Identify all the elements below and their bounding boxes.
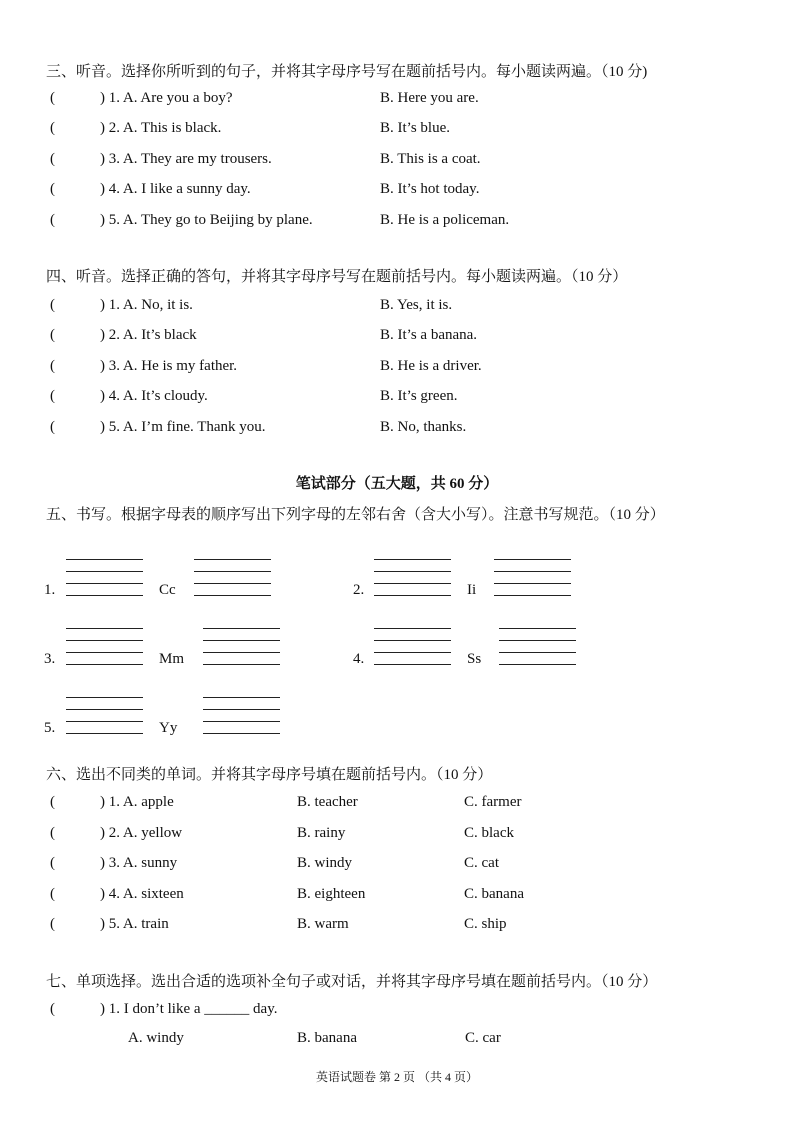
question-text: ) 1. A. apple (100, 794, 174, 810)
question-row (50, 120, 750, 142)
writing-lines-left[interactable] (374, 559, 451, 595)
question-row (50, 327, 750, 349)
writing-lines-left[interactable] (66, 628, 143, 664)
answer-paren[interactable]: ( (50, 1001, 55, 1017)
writing-item (44, 683, 284, 736)
option-c: C. black (464, 825, 514, 841)
question-row (50, 90, 750, 112)
option-c: C. cat (464, 855, 499, 871)
question-text: ) 3. A. He is my father. (100, 358, 238, 374)
item-number: 5. (44, 720, 56, 736)
answer-paren[interactable]: ( (50, 181, 55, 197)
option-c: C. car (465, 1030, 501, 1046)
option-a: A. windy (128, 1030, 184, 1046)
question-row (50, 1001, 750, 1023)
writing-lines-right[interactable] (499, 628, 576, 664)
question-row (50, 297, 750, 319)
option-b: B. It’s hot today. (380, 181, 480, 197)
question-text: ) 4. A. I like a sunny day. (100, 181, 251, 197)
written-part-title: 笔试部分（五大题，共 60 分） (295, 476, 499, 492)
question-row (50, 388, 750, 410)
question-text: ) 4. A. sixteen (100, 886, 184, 902)
option-b: B. Here you are. (380, 90, 479, 106)
option-b: B. warm (297, 916, 349, 932)
option-b: B. rainy (297, 825, 346, 841)
question-row (50, 358, 750, 380)
given-letter: Yy (159, 720, 178, 736)
section-6-title: 六、选出不同类的单词。并将其字母序号填在题前括号内。（10 分） (46, 767, 493, 783)
option-b: B. It’s blue. (380, 120, 450, 136)
question-row (50, 419, 750, 441)
option-b: B. This is a coat. (380, 151, 481, 167)
writing-item (353, 614, 593, 667)
item-number: 3. (44, 651, 56, 667)
question-text: ) 5. A. They go to Beijing by plane. (100, 212, 313, 228)
question-text: ) 3. A. They are my trousers. (100, 151, 272, 167)
option-c: C. ship (464, 916, 507, 932)
question-text: ) 5. A. I’m fine. Thank you. (100, 419, 266, 435)
option-b: B. It’s green. (380, 388, 458, 404)
question-row (50, 794, 750, 816)
given-letter: Ss (467, 651, 482, 667)
given-letter: Mm (159, 651, 185, 667)
writing-item (44, 614, 284, 667)
option-c: C. banana (464, 886, 524, 902)
option-b: B. Yes, it is. (380, 297, 453, 313)
section-4-title: 四、听音。选择正确的答句，并将其字母序号写在题前括号内。每小题读两遍。（10 分） (46, 269, 628, 285)
option-b: B. eighteen (297, 886, 366, 902)
question-text: ) 1. I don’t like a ______ day. (100, 1001, 278, 1017)
question-text: ) 2. A. It’s black (100, 327, 197, 343)
answer-paren[interactable]: ( (50, 120, 55, 136)
answer-paren[interactable]: ( (50, 419, 55, 435)
question-text: ) 2. A. This is black. (100, 120, 222, 136)
writing-item (44, 545, 284, 598)
question-text: ) 2. A. yellow (100, 825, 183, 841)
option-b: B. banana (297, 1030, 357, 1046)
option-c: C. farmer (464, 794, 522, 810)
answer-paren[interactable]: ( (50, 327, 55, 343)
writing-lines-right[interactable] (203, 697, 280, 733)
writing-lines-right[interactable] (194, 559, 271, 595)
question-text: ) 1. A. Are you a boy? (100, 90, 233, 106)
answer-paren[interactable]: ( (50, 794, 55, 810)
answer-paren[interactable]: ( (50, 297, 55, 313)
question-row (50, 855, 750, 877)
answer-paren[interactable]: ( (50, 90, 55, 106)
item-number: 1. (44, 582, 56, 598)
option-b: B. teacher (297, 794, 358, 810)
item-number: 4. (353, 651, 365, 667)
question-text: ) 3. A. sunny (100, 855, 178, 871)
option-b: B. It’s a banana. (380, 327, 478, 343)
answer-paren[interactable]: ( (50, 151, 55, 167)
question-text: ) 5. A. train (100, 916, 169, 932)
section-5-title: 五、书写。根据字母表的顺序写出下列字母的左邻右舍（含大小写）。注意书写规范。（10 分） (46, 507, 665, 523)
item-number: 2. (353, 582, 365, 598)
writing-lines-right[interactable] (494, 559, 571, 595)
answer-paren[interactable]: ( (50, 825, 55, 841)
option-b: B. He is a policeman. (380, 212, 510, 228)
question-row (50, 212, 750, 234)
answer-paren[interactable]: ( (50, 212, 55, 228)
given-letter: Cc (159, 582, 176, 598)
question-row (50, 825, 750, 847)
option-b: B. No, thanks. (380, 419, 467, 435)
writing-lines-left[interactable] (374, 628, 451, 664)
given-letter: Ii (467, 582, 477, 598)
answer-paren[interactable]: ( (50, 388, 55, 404)
answer-paren[interactable]: ( (50, 358, 55, 374)
question-text: ) 1. A. No, it is. (100, 297, 193, 313)
writing-item (353, 545, 593, 598)
question-row (50, 916, 750, 938)
writing-lines-left[interactable] (66, 559, 143, 595)
answer-paren[interactable]: ( (50, 855, 55, 871)
question-text: ) 4. A. It’s cloudy. (100, 388, 208, 404)
page-footer: 英语试题卷 第 2 页 （共 4 页） (315, 1070, 478, 1084)
question-row (50, 181, 750, 203)
answer-paren[interactable]: ( (50, 886, 55, 902)
question-row (50, 151, 750, 173)
writing-lines-right[interactable] (203, 628, 280, 664)
section-3-title: 三、听音。选择你所听到的句子，并将其字母序号写在题前括号内。每小题读两遍。（10 分) (46, 64, 648, 80)
option-b: B. He is a driver. (380, 358, 482, 374)
question-row (50, 886, 750, 908)
section-7-title: 七、单项选择。选出合适的选项补全句子或对话，并将其字母序号填在题前括号内。（10 分） (46, 974, 658, 990)
answer-paren[interactable]: ( (50, 916, 55, 932)
option-b: B. windy (297, 855, 353, 871)
writing-lines-left[interactable] (66, 697, 143, 733)
